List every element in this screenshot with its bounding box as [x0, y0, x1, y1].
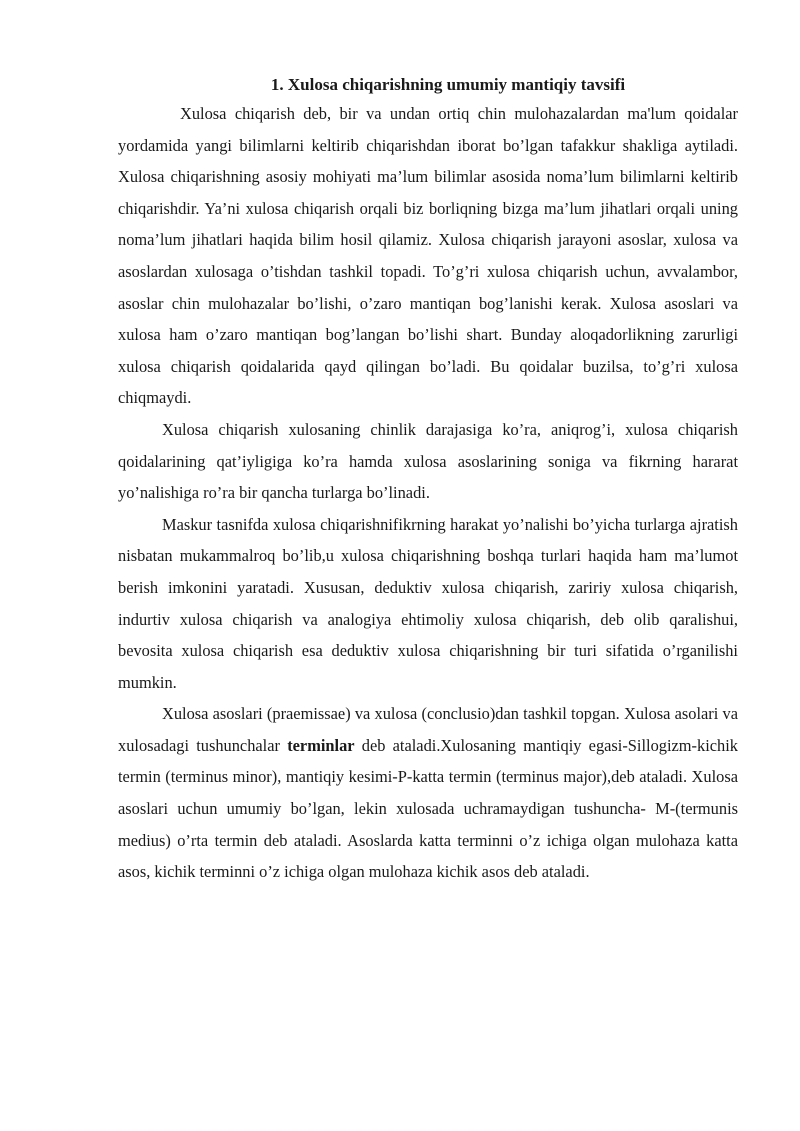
section-heading: 1. Xulosa chiqarishning umumiy mantiqiy tavsifi	[270, 75, 626, 94]
paragraph-3: Maskur tasnifda xulosa chiqarishnifikrning harakat yo’nalishi bo’yicha turlarga ajratish nisbatan mukammalroq bo’lib,u xulosa chiqarishning boshqa turlari haqida ham ma’lumot berish imkonini yaratadi. Xususan, deduktiv xulosa chiqarish, zaririy xulosa chiqarish, indurtiv xulosa chiqarish va analogiya ehtimoliy xulosa chiqarish, deb olib qaralishui, bevosita xulosa chiqarish esa deduktiv xulosa chiqarishning bir turi sifatida o’rganilishi mumkin.	[118, 514, 738, 692]
paragraph-4-bold-term: terminlar	[287, 735, 355, 755]
paragraph-2: Xulosa chiqarish xulosaning chinlik darajasiga ko’ra, aniqrog’i, xulosa chiqarish qoidalarining qat’iyligiga ko’ra hamda xulosa asoslarining soniga va fikrning hararat yo’nalishiga ro’ra bir qancha turlarga bo’linadi.	[118, 419, 738, 503]
paragraph-4-text-end: deb ataladi.Xulosaning mantiqiy egasi-Sillogizm-kichik termin (terminus minor), mantiqiy kesimi-P-katta termin (terminus major),deb ataladi. Xulosa asoslari uchun umumiy bo’lgan, lekin xulosada uchramaydigan tushuncha- M-(termunis medius) o’rta termin deb ataladi. Asoslarda katta terminni o’z ichiga olgan mulohaza katta asos, kichik terminni o’z ichiga olgan mulohaza kichik asos deb ataladi.	[118, 735, 738, 882]
paragraph-1: Xulosa chiqarish deb, bir va undan ortiq chin mulohazalardan ma'lum qoidalar yordamida yangi bilimlarni keltirib chiqarishdan iborat bo’lgan tafakkur shakliga aytiladi. Xulosa chiqarishning asosiy mohiyati ma’lum bilimlar asosida noma’lum bilimlarni keltirib chiqarishdir. Ya’ni xulosa chiqarish orqali biz borliqning bizga ma’lum jihatlari orqali uning noma’lum jihatlari haqida bilim hosil qilamiz. Xulosa chiqarish jarayoni asoslar, xulosa va asoslardan xulosaga o’tishdan tashkil topadi. To’g’ri xulosa chiqarish uchun, avvalambor, asoslar chin mulohazalar bo’lishi, o’zaro mantiqan bog’lanishi kerak. Xulosa asoslari va xulosa ham o’zaro mantiqan bog’langan bo’lishi shart. Bunday aloqadorlikning zarurligi xulosa chiqarish qoidalarida qayd qilingan bo’ladi. Bu qoidalar buzilsa, to’g’ri xulosa chiqmaydi.	[118, 104, 738, 408]
paragraph-4	[118, 698, 738, 888]
paragraph-4-text-start: Xulosa asoslari (praemissae) va xulosa (conclusio)dan tashkil topgan. Xulosa asolari va xulosadagi tushunchalar	[118, 704, 738, 755]
document-page	[118, 74, 738, 888]
